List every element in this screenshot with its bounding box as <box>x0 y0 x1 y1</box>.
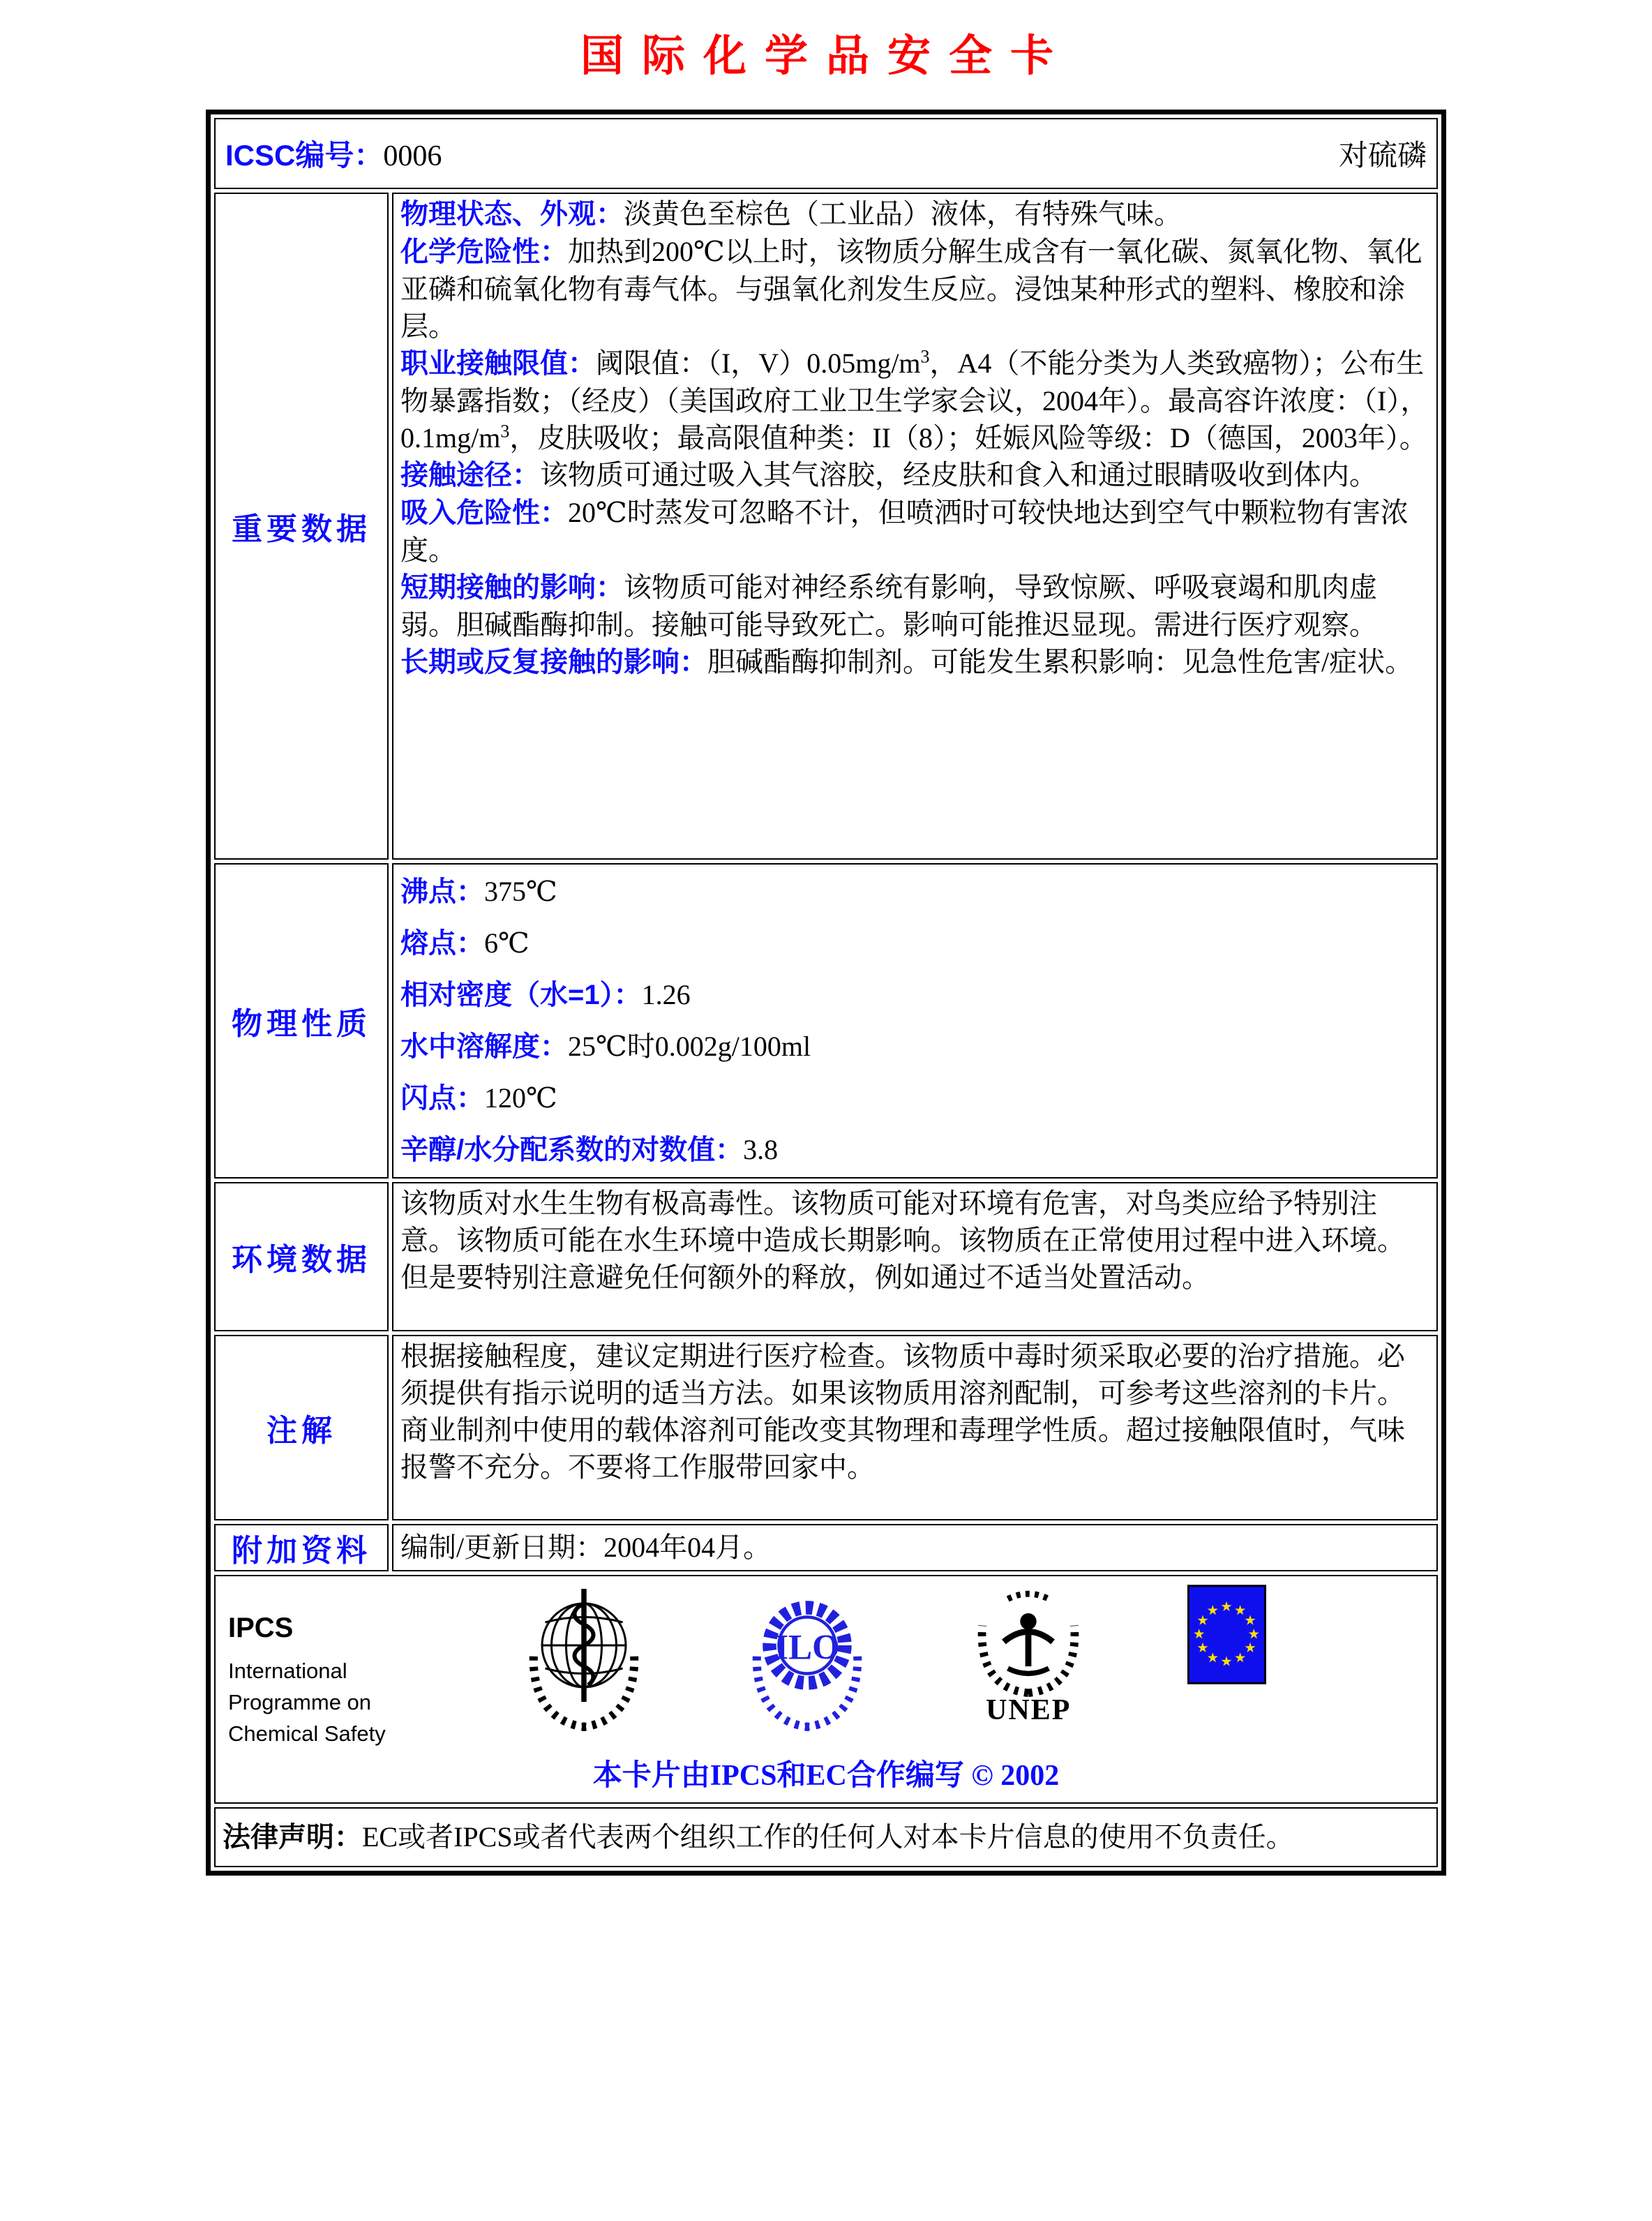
eu-flag-icon <box>1187 1585 1266 1684</box>
icsc-card <box>206 110 1446 1876</box>
paragraph: 吸入危险性：20℃时蒸发可忽略不计，但喷洒时可较快地达到空气中颗粒物有害浓度。 <box>400 497 1409 566</box>
paragraph: 熔点：6℃ <box>400 927 530 959</box>
organization-logos <box>225 1582 1427 1749</box>
section-content-notes <box>392 1335 1438 1520</box>
paragraph: 闪点：120℃ <box>400 1082 557 1114</box>
section-row-notes <box>214 1335 1438 1520</box>
section-content-important-data <box>392 193 1438 860</box>
footer-caption <box>225 1756 1427 1795</box>
paragraph: 长期或反复接触的影响：胆碱酯酶抑制剂。可能发生累积影响：见急性危害/症状。 <box>400 646 1413 678</box>
ipcs-line: Programme on <box>228 1690 372 1714</box>
section-content-physical-properties <box>392 863 1438 1179</box>
header-row <box>214 118 1438 189</box>
ipcs-line: Chemical Safety <box>228 1721 386 1746</box>
paragraph: 根据接触程度，建议定期进行医疗检查。该物质中毒时须采取必要的治疗措施。必须提供有指示说明的适当方法。如果该物质用溶剂配制，可参考这些溶剂的卡片。商业制剂中使用的载体溶剂可能改变其物理和毒理学性质。超过接触限值时，气味报警不充分。不要将工作服带回家中。 <box>400 1340 1405 1483</box>
paragraph: 水中溶解度：25℃时0.002g/100ml <box>400 1031 811 1062</box>
paragraph: 沸点：375℃ <box>400 876 557 907</box>
section-label-notes: 注解 <box>214 1335 389 1520</box>
paragraph: 该物质对水生生物有极高毒性。该物质可能对环境有危害，对鸟类应给予特别注意。该物质可能在水生环境中造成长期影响。该物质在正常使用过程中进入环境。但是要特别注意避免任何额外的释放，例如通过不适当处置活动。 <box>400 1188 1405 1293</box>
physical-properties-text <box>400 866 1429 1176</box>
legal-disclaimer-row <box>214 1807 1438 1867</box>
header-content <box>225 124 1427 184</box>
section-content-additional-information <box>392 1524 1438 1571</box>
section-content-environmental-data <box>392 1182 1438 1331</box>
legal-disclaimer-text <box>223 1810 1429 1864</box>
environmental-data-text <box>400 1185 1429 1329</box>
paragraph: 辛醇/水分配系数的对数值：3.8 <box>400 1134 779 1165</box>
icsc-table <box>206 110 1446 1876</box>
icsc-number-label: ICSC编号： <box>225 139 384 172</box>
section-label-physical-properties: 物理性质 <box>214 863 389 1179</box>
paragraph: 短期接触的影响：该物质可能对神经系统有影响，导致惊厥、呼吸衰竭和肌肉虚弱。胆碱酯酶抑制。接触可能导致死亡。影响可能推迟显现。需进行医疗观察。 <box>400 571 1377 641</box>
chemical-name: 对硫磷 <box>1338 140 1427 172</box>
icsc-number <box>225 133 442 174</box>
section-row-important-data <box>214 193 1438 860</box>
unep-label: UNEP <box>986 1694 1072 1726</box>
paragraph: 物理状态、外观：淡黄色至棕色（工业品）液体，有特殊气味。 <box>400 198 1182 230</box>
section-label-additional-information: 附加资料 <box>214 1524 389 1571</box>
paragraph: 本卡片由IPCS和EC合作编写 © 2002 <box>592 1760 1060 1792</box>
paragraph: 相对密度（水=1）：1.26 <box>400 979 691 1010</box>
ipcs-line: International <box>228 1659 347 1683</box>
header-cell <box>214 118 1438 189</box>
ilo-logo-icon <box>744 1585 870 1733</box>
organizations-row <box>214 1575 1438 1804</box>
section-row-environmental-data <box>214 1182 1438 1331</box>
section-label-important-data: 重要数据 <box>214 193 389 860</box>
important-data-text <box>400 195 1429 857</box>
paragraph: 化学危险性：加热到200℃以上时，该物质分解生成含有一氧化碳、氮氧化物、氧化亚磷和硫氧化物有毒气体。与强氧化剂发生反应。浸蚀某种形式的塑料、橡胶和涂层。 <box>400 236 1422 342</box>
paragraph: 接触途径：该物质可通过吸入其气溶胶，经皮肤和食入和通过眼睛吸收到体内。 <box>400 459 1377 491</box>
icsc-number-value: 0006 <box>383 140 442 172</box>
additional-information-text <box>400 1527 1429 1567</box>
ipcs-text-block <box>228 1585 423 1749</box>
paragraph: 职业接触限值：阈限值：（I，$V)0.05mg/m^3$，A4（不能分类为人类致癌物）；公布生物暴露指数；（经皮）（美国政府工业卫生学家会议，2004年）。最高容许浓度：（I），$0.1mg/m^3$，皮肤吸收；最高限值种类：II（8）；妊娠风险等级：D（德国，2003年）。 <box>400 346 1429 454</box>
unep-logo-icon <box>967 1585 1090 1727</box>
who-logo-icon <box>521 1585 647 1733</box>
paragraph: 法律声明：EC或者IPCS或者代表两个组织工作的任何人对本卡片信息的使用不负责任。 <box>223 1821 1294 1853</box>
section-label-environmental-data: 环境数据 <box>214 1182 389 1331</box>
section-row-additional-information <box>214 1524 1438 1571</box>
section-row-physical-properties <box>214 863 1438 1179</box>
notes-text <box>400 1338 1429 1518</box>
organizations-cell <box>214 1575 1438 1804</box>
paragraph: 编制/更新日期：2004年04月。 <box>400 1531 772 1563</box>
ilo-label: ILO <box>774 1628 840 1668</box>
ipcs-acronym: IPCS <box>228 1613 294 1643</box>
legal-disclaimer-cell <box>214 1807 1438 1867</box>
page-title: 国际化学品安全卡 <box>580 32 1072 80</box>
